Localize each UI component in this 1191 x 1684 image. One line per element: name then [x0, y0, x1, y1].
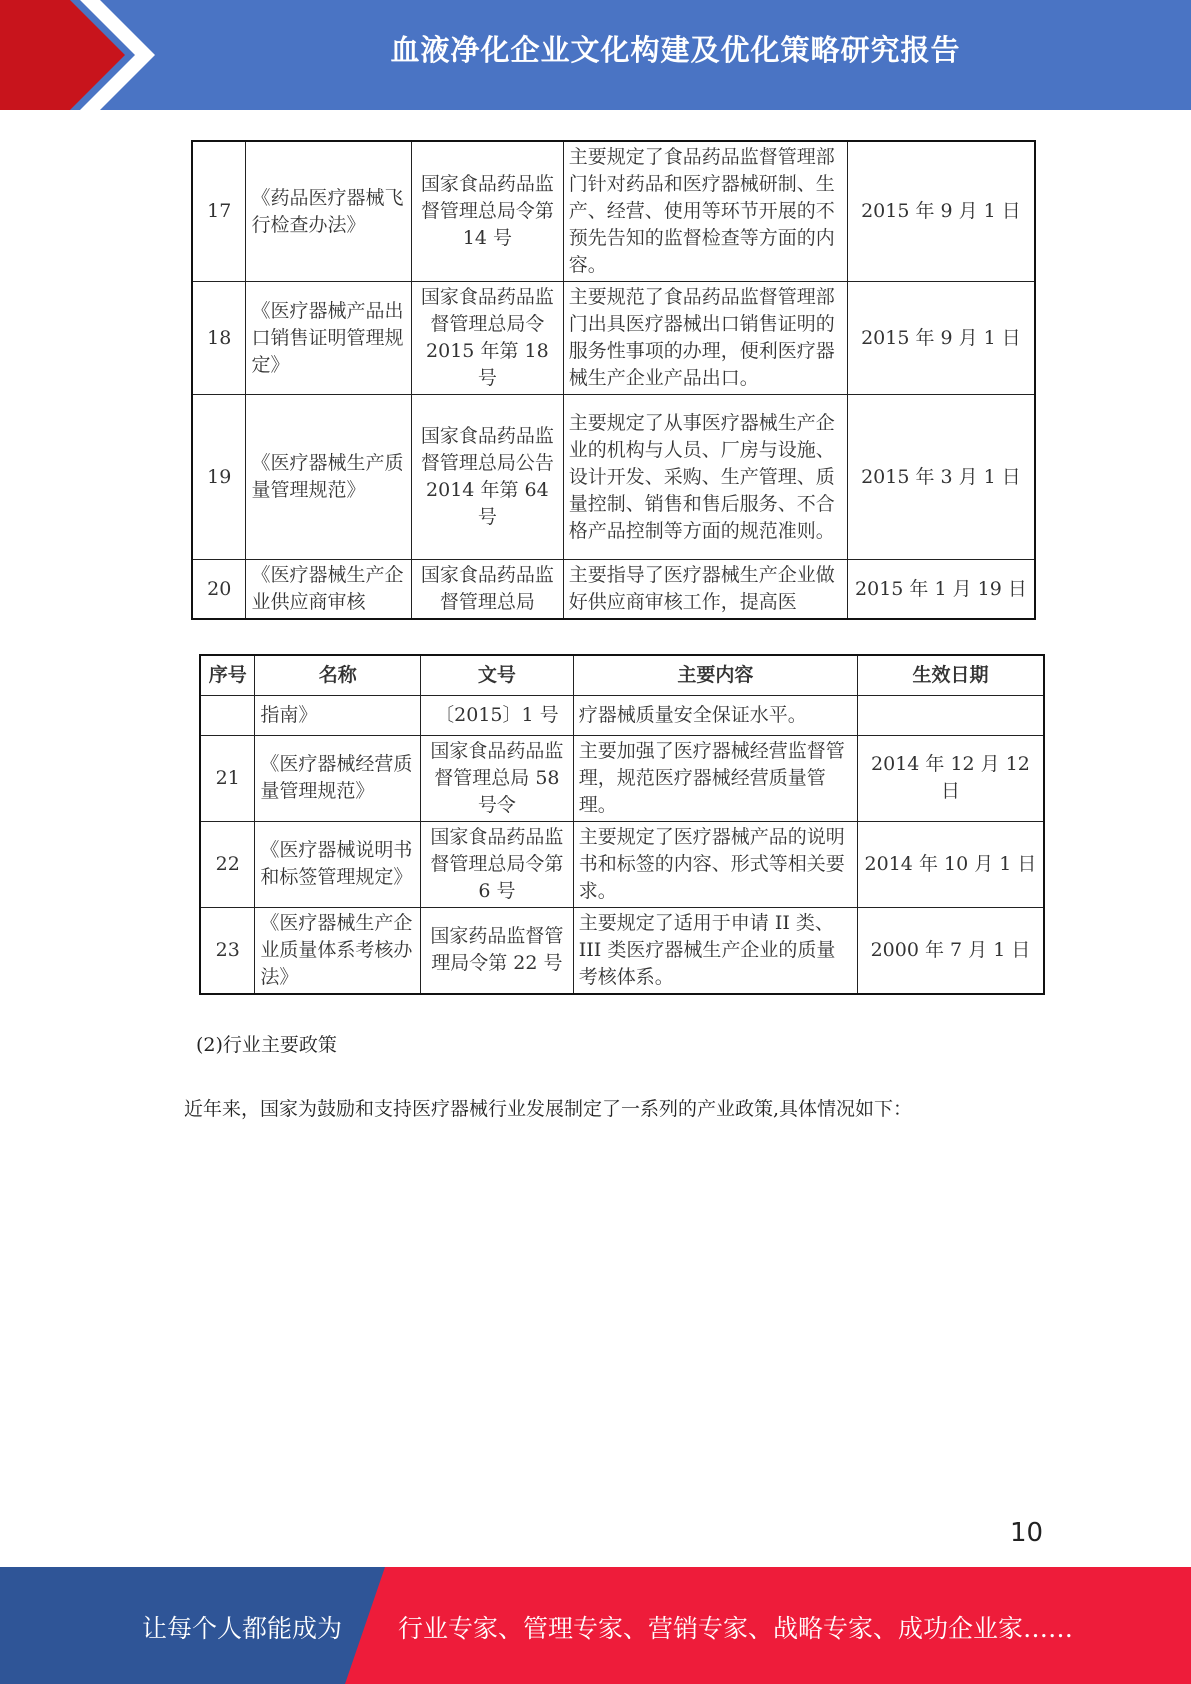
- regulations-table: [199, 654, 1045, 995]
- row-number: [200, 695, 255, 735]
- regulation-name: 指南》: [255, 695, 421, 735]
- section-subheading: (2)行业主要政策: [196, 1034, 337, 1056]
- effective-date: 2014 年 10 月 1 日: [857, 821, 1044, 907]
- main-content: 主要规定了食品药品监督管理部门针对药品和医疗器械研制、生产、经营、使用等环节开展的不预先告知的监督检查等方面的内容。: [563, 141, 847, 282]
- regulation-name: 《医疗器械生产质量管理规范》: [246, 395, 412, 560]
- effective-date: [857, 695, 1044, 735]
- effective-date: 2015 年 9 月 1 日: [847, 141, 1035, 282]
- effective-date: 2000 年 7 月 1 日: [857, 907, 1044, 994]
- column-header-date: 生效日期: [857, 655, 1044, 695]
- regulations-table-continued: [191, 140, 1036, 620]
- row-number: 17: [192, 141, 246, 282]
- footer-slogan-right: 行业专家、管理专家、营销专家、战略专家、成功企业家……: [398, 1614, 1074, 1643]
- document-number: 国家食品药品监督管理总局公告 2014 年第 64 号: [412, 395, 564, 560]
- row-number: 21: [200, 735, 255, 821]
- document-number: 国家药品监督管理局令第 22 号: [421, 907, 574, 994]
- main-content: 主要规定了适用于申请 II 类、III 类医疗器械生产企业的质量考核体系。: [573, 907, 857, 994]
- body-paragraph: 近年来，国家为鼓励和支持医疗器械行业发展制定了一系列的产业政策,具体情况如下：: [184, 1098, 913, 1120]
- main-content: 主要规定了医疗器械产品的说明书和标签的内容、形式等相关要求。: [573, 821, 857, 907]
- report-title: 血液净化企业文化构建及优化策略研究报告: [390, 33, 961, 67]
- main-content: 主要规定了从事医疗器械生产企业的机构与人员、厂房与设施、设计开发、采购、生产管理、质量控制、销售和售后服务、不合格产品控制等方面的规范准则。: [563, 395, 847, 560]
- effective-date: 2015 年 1 月 19 日: [847, 560, 1035, 620]
- regulation-name: 《药品医疗器械飞行检查办法》: [246, 141, 412, 282]
- table-row: [200, 735, 1044, 821]
- column-header-name: 名称: [255, 655, 421, 695]
- regulation-name: 《医疗器械经营质量管理规范》: [255, 735, 421, 821]
- table-row: [200, 695, 1044, 735]
- regulation-name: 《医疗器械产品出口销售证明管理规定》: [246, 282, 412, 395]
- document-number: 国家食品药品监督管理总局: [412, 560, 564, 620]
- table-row: [192, 395, 1035, 560]
- regulation-name: 《医疗器械生产企业供应商审核: [246, 560, 412, 620]
- row-number: 19: [192, 395, 246, 560]
- document-number: 〔2015〕1 号: [421, 695, 574, 735]
- table-row: [192, 560, 1035, 620]
- column-header-content: 主要内容: [573, 655, 857, 695]
- main-content: 主要加强了医疗器械经营监督管理，规范医疗器械经营质量管理。: [573, 735, 857, 821]
- page-footer: [0, 1567, 1191, 1684]
- main-content: 疗器械质量安全保证水平。: [573, 695, 857, 735]
- row-number: 18: [192, 282, 246, 395]
- effective-date: 2015 年 3 月 1 日: [847, 395, 1035, 560]
- main-content: 主要规范了食品药品监督管理部门出具医疗器械出口销售证明的服务性事项的办理，便利医疗器械生产企业产品出口。: [563, 282, 847, 395]
- column-header-document: 文号: [421, 655, 574, 695]
- regulation-name: 《医疗器械说明书和标签管理规定》: [255, 821, 421, 907]
- main-content: 主要指导了医疗器械生产企业做好供应商审核工作，提高医: [563, 560, 847, 620]
- footer-slogan-left: 让每个人都能成为: [142, 1614, 343, 1643]
- header-red-arrow: [0, 0, 150, 110]
- document-number: 国家食品药品监督管理总局令第 6 号: [421, 821, 574, 907]
- regulation-name: 《医疗器械生产企业质量体系考核办法》: [255, 907, 421, 994]
- page-number: 10: [1010, 1518, 1044, 1548]
- column-header-number: 序号: [200, 655, 255, 695]
- table-row: [192, 141, 1035, 282]
- table-row: [200, 907, 1044, 994]
- document-number: 国家食品药品监督管理总局令 2015 年第 18 号: [412, 282, 564, 395]
- document-number: 国家食品药品监督管理总局 58 号令: [421, 735, 574, 821]
- table-row: [200, 821, 1044, 907]
- row-number: 23: [200, 907, 255, 994]
- row-number: 22: [200, 821, 255, 907]
- document-number: 国家食品药品监督管理总局令第 14 号: [412, 141, 564, 282]
- table-header-row: [200, 655, 1044, 695]
- effective-date: 2015 年 9 月 1 日: [847, 282, 1035, 395]
- page-header: [0, 0, 1191, 110]
- effective-date: 2014 年 12 月 12 日: [857, 735, 1044, 821]
- table-row: [192, 282, 1035, 395]
- row-number: 20: [192, 560, 246, 620]
